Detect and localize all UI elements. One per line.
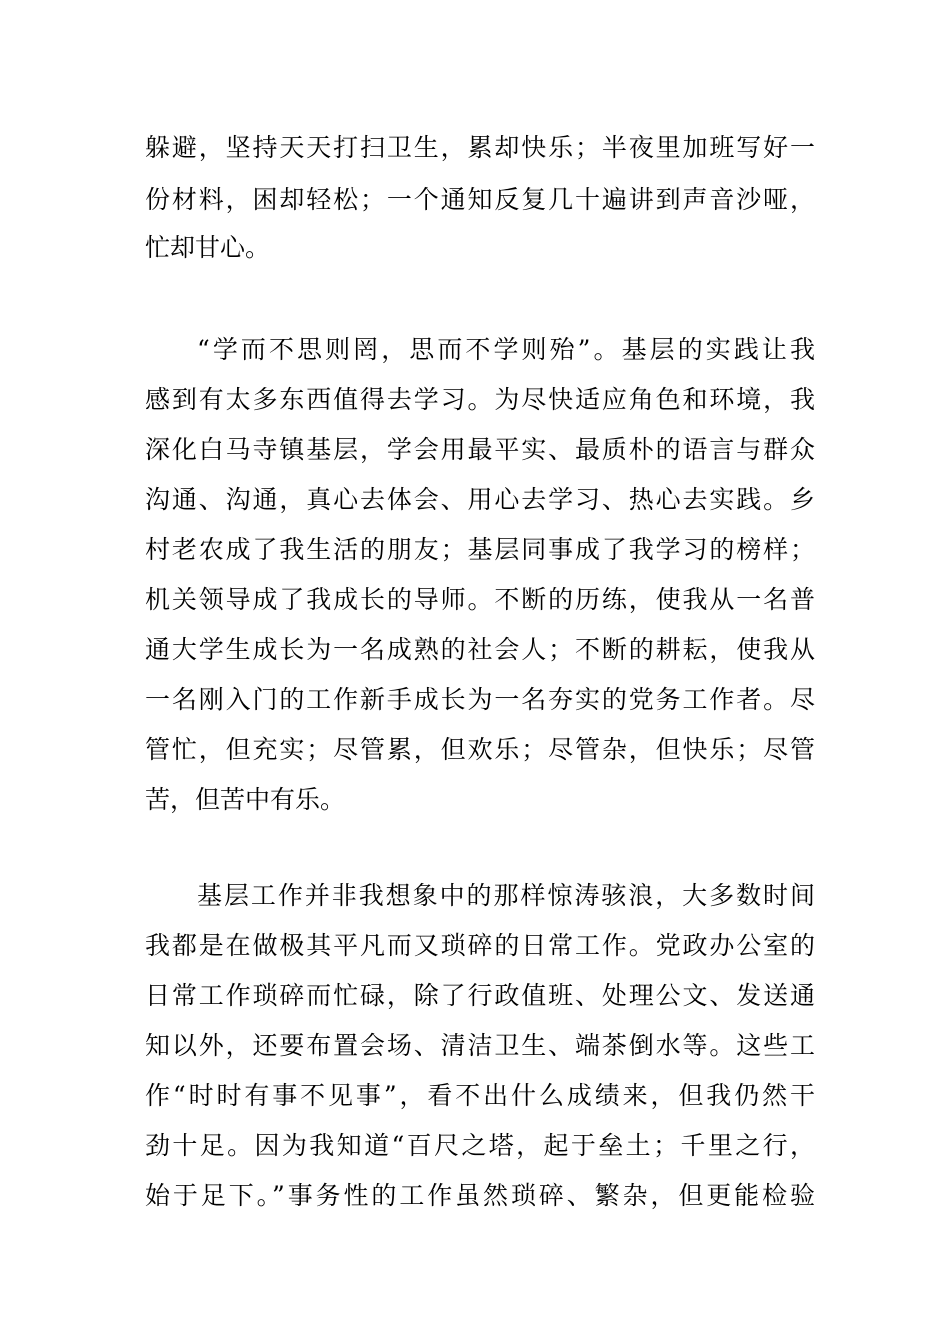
paragraph-2-line-1: “学而不思则罔，思而不学则殆”。基层的实践让我 [197, 335, 815, 364]
paragraph-3-line-4: 知以外，还要布置会场、清洁卫生、端茶倒水等。这些工 [145, 1031, 815, 1060]
paragraph-3-line-5: 作“时时有事不见事”，看不出什么成绩来，但我仍然干 [145, 1081, 815, 1110]
paragraph-3-line-1: 基层工作并非我想象中的那样惊涛骇浪，大多数时间 [197, 881, 815, 910]
paragraph-2-line-6: 机关领导成了我成长的导师。不断的历练，使我从一名普 [145, 585, 815, 614]
paragraph-3-line-3: 日常工作琐碎而忙碌，除了行政值班、处理公文、发送通 [145, 981, 815, 1010]
paragraph-2-line-7: 通大学生成长为一名成熟的社会人；不断的耕耘，使我从 [145, 635, 815, 664]
paragraph-2-line-4: 沟通、沟通，真心去体会、用心去学习、热心去实践。乡 [145, 485, 815, 514]
paragraph-2-line-10: 苦，但苦中有乐。 [145, 785, 346, 814]
paragraph-2-line-5: 村老农成了我生活的朋友；基层同事成了我学习的榜样； [145, 535, 815, 564]
paragraph-2-line-8: 一名刚入门的工作新手成长为一名夯实的党务工作者。尽 [145, 685, 815, 714]
paragraph-1-line-2: 份材料，困却轻松；一个通知反复几十遍讲到声音沙哑， [145, 185, 815, 214]
paragraph-1-line-1: 躲避，坚持天天打扫卫生，累却快乐；半夜里加班写好一 [145, 133, 815, 162]
paragraph-3-line-6: 劲十足。因为我知道“百尺之塔，起于垒土；千里之行， [145, 1131, 815, 1160]
paragraph-2-line-9: 管忙，但充实；尽管累，但欢乐；尽管杂，但快乐；尽管 [145, 735, 815, 764]
paragraph-3-line-2: 我都是在做极其平凡而又琐碎的日常工作。党政办公室的 [145, 931, 815, 960]
paragraph-2-line-3: 深化白马寺镇基层，学会用最平实、最质朴的语言与群众 [145, 435, 815, 464]
paragraph-3-line-7: 始于足下。”事务性的工作虽然琐碎、繁杂，但更能检验 [145, 1181, 815, 1210]
paragraph-1-line-3: 忙却甘心。 [145, 233, 271, 262]
paragraph-2-line-2: 感到有太多东西值得去学习。为尽快适应角色和环境，我 [145, 385, 815, 414]
